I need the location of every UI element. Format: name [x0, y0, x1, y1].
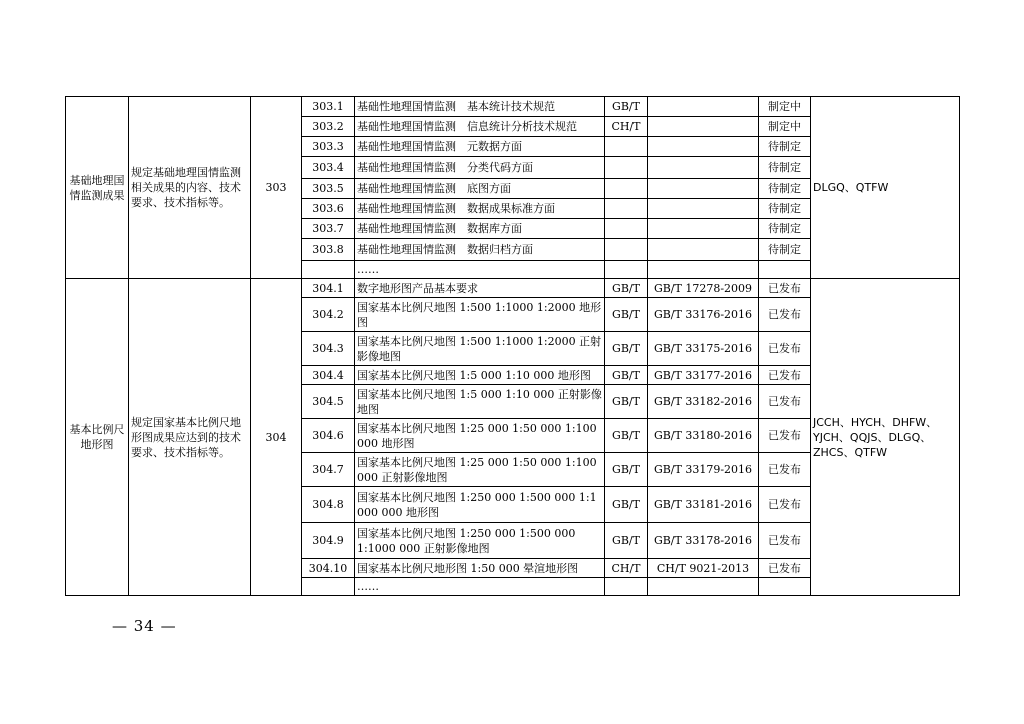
- standard-name-cell: 国家基本比例尺地图 1:25 000 1:50 000 1:100 000 正射影像地图: [355, 453, 605, 487]
- standard-name-cell: 国家基本比例尺地图 1:500 1:1000 1:2000 地形图: [355, 298, 605, 332]
- standard-type-cell: GB/T: [605, 366, 648, 385]
- standard-type-cell: [605, 179, 648, 199]
- status-cell: 待制定: [759, 179, 811, 199]
- standard-name-cell: 国家基本比例尺地图 1:250 000 1:500 000 1:1 000 000 地形图: [355, 487, 605, 523]
- standard-name-cell: 基础性地理国情监测 数据成果标准方面: [355, 199, 605, 219]
- standard-type-cell: [605, 137, 648, 157]
- standard-type-cell: GB/T: [605, 298, 648, 332]
- item-number-cell: 303.1: [302, 97, 355, 117]
- item-number-cell: 304.5: [302, 385, 355, 419]
- standard-type-cell: GB/T: [605, 385, 648, 419]
- standard-name-cell: 基础性地理国情监测 数据归档方面: [355, 239, 605, 261]
- standard-type-cell: CH/T: [605, 559, 648, 578]
- status-cell: [759, 578, 811, 596]
- status-cell: 已发布: [759, 559, 811, 578]
- standard-type-cell: GB/T: [605, 97, 648, 117]
- related-orgs-cell: DLGQ、QTFW: [811, 97, 960, 279]
- status-cell: 制定中: [759, 117, 811, 137]
- item-number-cell: 304.10: [302, 559, 355, 578]
- standard-name-cell: 基础性地理国情监测 基本统计技术规范: [355, 97, 605, 117]
- standard-number-cell: GB/T 33180-2016: [648, 419, 759, 453]
- standard-number-cell: CH/T 9021-2013: [648, 559, 759, 578]
- standard-name-cell: 基础性地理国情监测 元数据方面: [355, 137, 605, 157]
- status-cell: 已发布: [759, 487, 811, 523]
- status-cell: 待制定: [759, 199, 811, 219]
- item-number-cell: 304.4: [302, 366, 355, 385]
- standard-number-cell: [648, 239, 759, 261]
- status-cell: 已发布: [759, 385, 811, 419]
- item-number-cell: 304.7: [302, 453, 355, 487]
- standard-number-cell: [648, 578, 759, 596]
- status-cell: 已发布: [759, 332, 811, 366]
- standard-type-cell: [605, 261, 648, 279]
- standard-name-cell: 国家基本比例尺地图 1:5 000 1:10 000 正射影像地图: [355, 385, 605, 419]
- standards-table: [65, 96, 960, 596]
- item-number-cell: 303.8: [302, 239, 355, 261]
- status-cell: 已发布: [759, 366, 811, 385]
- standard-name-cell: 国家基本比例尺地形图 1:50 000 晕渲地形图: [355, 559, 605, 578]
- status-cell: 已发布: [759, 453, 811, 487]
- standard-name-cell: 基础性地理国情监测 数据库方面: [355, 219, 605, 239]
- item-number-cell: 304.9: [302, 523, 355, 559]
- status-cell: 制定中: [759, 97, 811, 117]
- status-cell: 待制定: [759, 137, 811, 157]
- standard-name-cell: 基础性地理国情监测 底图方面: [355, 179, 605, 199]
- standard-name-cell: 国家基本比例尺地图 1:250 000 1:500 000 1:1000 000 正射影像地图: [355, 523, 605, 559]
- item-number-cell: 303.2: [302, 117, 355, 137]
- status-cell: 已发布: [759, 279, 811, 298]
- standard-type-cell: [605, 578, 648, 596]
- item-number-cell: [302, 261, 355, 279]
- standard-type-cell: [605, 157, 648, 179]
- standard-number-cell: GB/T 33175-2016: [648, 332, 759, 366]
- standard-name-cell: ……: [355, 261, 605, 279]
- item-number-cell: 303.5: [302, 179, 355, 199]
- standard-type-cell: GB/T: [605, 523, 648, 559]
- group-code-cell: 304: [251, 279, 302, 596]
- related-orgs-cell: JCCH、HYCH、DHFW、YJCH、QQJS、DLGQ、ZHCS、QTFW: [811, 279, 960, 596]
- standard-type-cell: GB/T: [605, 279, 648, 298]
- standard-type-cell: [605, 219, 648, 239]
- standard-number-cell: GB/T 33177-2016: [648, 366, 759, 385]
- standard-type-cell: CH/T: [605, 117, 648, 137]
- status-cell: 待制定: [759, 239, 811, 261]
- item-number-cell: 304.3: [302, 332, 355, 366]
- standard-name-cell: 基础性地理国情监测 分类代码方面: [355, 157, 605, 179]
- item-number-cell: 303.6: [302, 199, 355, 219]
- status-cell: [759, 261, 811, 279]
- standard-name-cell: ……: [355, 578, 605, 596]
- standard-type-cell: [605, 239, 648, 261]
- standard-name-cell: 国家基本比例尺地图 1:5 000 1:10 000 地形图: [355, 366, 605, 385]
- standard-name-cell: 国家基本比例尺地图 1:500 1:1000 1:2000 正射影像地图: [355, 332, 605, 366]
- item-number-cell: 303.4: [302, 157, 355, 179]
- standard-number-cell: [648, 157, 759, 179]
- status-cell: 待制定: [759, 219, 811, 239]
- group-code-cell: 303: [251, 97, 302, 279]
- page-number: — 34 —: [112, 617, 177, 635]
- standard-name-cell: 基础性地理国情监测 信息统计分析技术规范: [355, 117, 605, 137]
- standard-number-cell: [648, 137, 759, 157]
- item-number-cell: [302, 578, 355, 596]
- standard-name-cell: 数字地形图产品基本要求: [355, 279, 605, 298]
- status-cell: 已发布: [759, 298, 811, 332]
- standard-name-cell: 国家基本比例尺地图 1:25 000 1:50 000 1:100 000 地形图: [355, 419, 605, 453]
- item-number-cell: 303.3: [302, 137, 355, 157]
- standard-type-cell: GB/T: [605, 453, 648, 487]
- standard-number-cell: GB/T 33178-2016: [648, 523, 759, 559]
- standard-type-cell: [605, 199, 648, 219]
- standard-number-cell: [648, 179, 759, 199]
- item-number-cell: 304.6: [302, 419, 355, 453]
- status-cell: 已发布: [759, 523, 811, 559]
- standard-number-cell: [648, 219, 759, 239]
- standard-number-cell: GB/T 33176-2016: [648, 298, 759, 332]
- item-number-cell: 304.8: [302, 487, 355, 523]
- standard-number-cell: [648, 199, 759, 219]
- standard-number-cell: [648, 97, 759, 117]
- standard-number-cell: GB/T 33182-2016: [648, 385, 759, 419]
- table-row: [66, 97, 960, 117]
- standard-type-cell: GB/T: [605, 332, 648, 366]
- standards-table-body: [66, 97, 960, 596]
- item-number-cell: 304.1: [302, 279, 355, 298]
- standard-type-cell: GB/T: [605, 419, 648, 453]
- item-number-cell: 303.7: [302, 219, 355, 239]
- description-cell: 规定基础地理国情监测相关成果的内容、技术要求、技术指标等。: [129, 97, 251, 279]
- description-cell: 规定国家基本比例尺地形图成果应达到的技术要求、技术指标等。: [129, 279, 251, 596]
- standard-number-cell: [648, 117, 759, 137]
- standard-number-cell: GB/T 17278-2009: [648, 279, 759, 298]
- status-cell: 待制定: [759, 157, 811, 179]
- status-cell: 已发布: [759, 419, 811, 453]
- standard-number-cell: GB/T 33181-2016: [648, 487, 759, 523]
- standard-number-cell: GB/T 33179-2016: [648, 453, 759, 487]
- category-cell: 基本比例尺地形图: [66, 279, 129, 596]
- standard-number-cell: [648, 261, 759, 279]
- table-row: [66, 279, 960, 298]
- standard-type-cell: GB/T: [605, 487, 648, 523]
- category-cell: 基础地理国情监测成果: [66, 97, 129, 279]
- item-number-cell: 304.2: [302, 298, 355, 332]
